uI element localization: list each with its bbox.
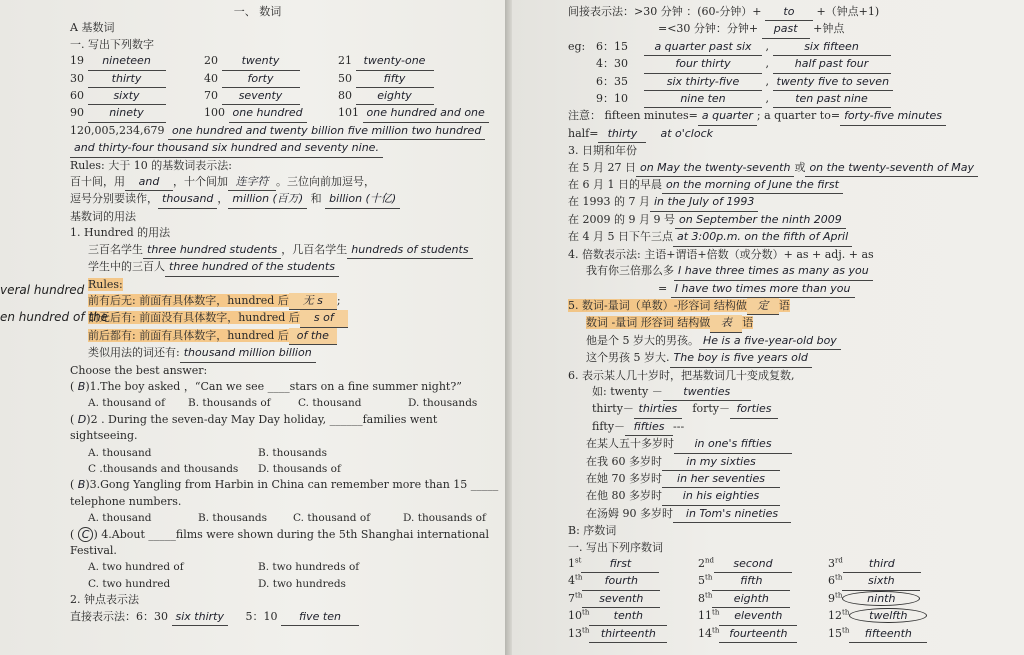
handwritten-answer: twenty five to seven [773,74,894,91]
prompt: 在她 70 多岁时 [586,471,662,485]
prompt: 5：10 [245,609,278,623]
number-grid [70,53,495,123]
prompt: 在 2009 的 9 月 9 号 [568,212,675,226]
option: A. thousand of [88,397,166,410]
ordinal-item [698,573,828,590]
handwritten-answer: He is a five-year-old boy [699,333,841,350]
options [70,510,495,526]
ordinal-item [568,573,698,590]
age-row [568,506,984,523]
handwritten-answer: forty-five minutes [840,108,946,125]
ordinal-suffix: th [835,573,843,582]
prompt: 这个男孩 5 岁大. [586,351,670,365]
prompt: 在 4 月 5 日下午三点 [568,230,673,244]
handwritten-answer: ten past nine [773,91,891,108]
handwritten-answer: ninth [842,591,920,606]
ordinal-item [568,556,698,573]
handwritten-answer: at 3:00p.m. on the fifth of April [673,229,852,246]
ordinal-number: 15 [828,626,842,640]
handwritten-answer: fifty [356,71,434,88]
time-label: 6：15 [596,39,628,53]
ordinal-suffix: th [705,573,713,582]
ordinal-item [828,608,958,625]
rule-text: 前无后有: 前面没有具体数字，hundred 后 [88,311,300,325]
ordinal-number: 12 [828,609,842,623]
prompt: 他是个 5 岁大的男孩。 [586,333,699,347]
handwritten-answer: billion (十亿) [325,191,400,208]
handwritten-answer: thirties [634,401,682,418]
ordinal-item [568,608,698,625]
example-row: eg: 6：15 a quarter past six , six fifteen [568,39,984,56]
example-rows [568,39,984,109]
handwritten-answer: third [843,556,921,573]
option: B. thousands [258,446,327,459]
handwritten-answer: a quarter past six [644,39,762,56]
number-item [338,71,498,88]
option: C .thousands and thousands [88,462,239,475]
number-item [338,105,498,122]
left-page: 一、 数词 A 基数词 一. 写出下列数字 19 nineteen 20 twenty 21 twenty-one 30 thirty 40 forty 50 fifty 60 sixty 70 seventy 80 eighty 90 ninety 100 one hundred 101 one hundred and one 120,005,234,679 one hundred and twenty billion five million two hundred and thirty-four thousand six hundred and seventy nine. Rules: 大于 10 的基数词表示法: 百十间，用 and ，十个间加 连字符 。三位向前加逗号， 逗号分别要读作， thousand ， million (百万) 和 billion (十亿) 基数词的用法 1. Hundred 的用法 三百名学生 three hundred students ，几百名学生 hundreds of students 学生中的三百人 three hundred of the students Rules: 前有后无: 前面有具体数字，hundred 后 无 s ; 前无后有: 前面没有具体数字，hundred 后 s of 前后都有: 前面有具体数字，hundred 后 of the 类似用法的词还有: thousand million billion Choose the best answer: ( B)1.The boy asked ，“Can we see ____stars on a fine summer night?” A. thousand of B. thousands of C. thousand D. thousands ( D)2 . During the seven-day May Day holiday, ______families went sightseeing. A. thousand B. thousands C .thousands and thousands D. thousands of ( B)3.Gong Yangling from Harbin in China can remember more than 15 _____ telephone numbers. A. thousand B. thousands C. thousand of D. thousands of ( C ) 4.About _____films were shown during the 5th Shanghai international Festival. A. two hundred of B. two hundreds of C. two hundred D. two hundreds 2. 钟点表示法 直接表示法：6：30 six thirty 5：10 five ten [0,0,505,655]
handwritten-answer: twenties [663,384,751,401]
handwritten-answer: in the July of 1993 [650,194,758,211]
margin-note: en hundred of the [0,310,109,324]
age-row [568,471,984,488]
question: )2 . During the seven-day May Day holiday, ______families went [86,412,438,426]
ordinal-suffix: th [842,608,850,617]
prompt: thirty－ [592,402,634,416]
handwritten-note: at o'clock [660,126,714,140]
right-page [512,0,1024,655]
handwritten-answer: three hundred of the students [165,259,339,276]
prompt: =<30 分钟：分钟+ [658,22,759,36]
time-label: 6：35 [596,74,628,88]
handwritten-answer: twenty [222,53,300,70]
handwritten-answer: eleventh [719,608,797,625]
heading: 4. 倍数表示法: 主语+谓语+倍数（或分数）+ as + adj. + as [568,247,874,261]
handwritten-answer: three hundred students [143,242,281,259]
ordinal-item [828,556,958,573]
handwritten-answer: in his eighties [662,488,780,505]
number-label: 20 [204,54,218,68]
handwritten-answer: twelfth [849,608,927,623]
big-number: 120,005,234,679 [70,123,165,137]
rule-text: 和 [310,192,322,206]
prompt: +（钟点+1) [816,5,880,18]
handwritten-answer: The boy is five years old [670,350,812,367]
ordinal-suffix: th [582,608,590,617]
handwritten-answer: nineteen [88,53,166,70]
ordinal-suffix: th [842,625,850,634]
margin-note: veral hundred [0,283,85,297]
number-item [338,88,498,105]
prompt: ，几百名学生 [281,242,348,256]
ordinal-item [568,626,698,643]
number-label: 70 [204,89,218,103]
section-title: 一、 数词 [233,5,282,18]
handwritten-answer: and [125,174,173,191]
heading: A 基数词 [70,21,115,35]
ordinal-suffix: th [835,591,843,600]
prompt: 如: twenty － [592,384,663,398]
handwritten-answer: a quarter [698,108,757,125]
rule-text: 。三位向前加逗号， [276,175,375,189]
prompt: 在 5 月 27 日 [568,160,636,174]
option: B. two hundreds of [258,561,360,574]
example-label: eg: [568,39,586,53]
heading: 2. 钟点表示法 [70,593,139,607]
handwritten-answer: thirty [88,71,166,88]
handwritten-answer: five ten [281,609,359,626]
handwritten-answer: half past four [773,56,891,73]
age-row [568,454,984,471]
handwritten-answer: one hundred and one [363,105,489,122]
options [70,395,495,411]
handwritten-answer: 连字符 [228,174,276,191]
prompt: = [658,281,668,295]
heading: 语 [778,298,790,312]
ordinal-suffix: th [712,608,720,617]
number-item [204,53,338,70]
option: B. thousands [198,512,267,525]
prompt: 在他 80 多岁时 [586,489,662,503]
example-row: 9：10 nine ten , ten past nine [568,91,984,108]
time-label: 9：10 [596,92,628,106]
ordinal-item [698,626,828,643]
handwritten-answer: and thirty-four thousand six hundred and seventy nine. [70,140,383,157]
number-label: 21 [338,54,352,68]
number-label: 100 [204,106,225,120]
heading: 一. 写出下列序数词 [568,540,663,554]
ordinal-suffix: th [582,625,590,634]
number-item [204,88,338,105]
question-cont: sightseeing. [70,429,138,443]
handwritten-answer: one hundred [229,105,307,122]
option: C. thousand of [293,512,371,525]
answer-mark: D [77,412,87,426]
question: )1.The boy asked ，“Can we see ____stars on a fine summer night?” [85,379,462,393]
number-item [204,71,338,88]
option: D. two hundreds [258,577,346,590]
prompt: 类似用法的词还有: [88,346,180,360]
ordinal-item [828,591,958,608]
number-label: 50 [338,71,352,85]
options [70,559,495,592]
option: A. thousand [88,446,152,459]
example-row: 4：30 four thirty , half past four [568,56,984,73]
prompt: 直接表示法：6：30 [70,609,168,623]
question: ) 4.About _____films were shown during the 5th Shanghai international [93,527,489,541]
handwritten-answer: thirteenth [589,626,667,643]
rule-text: ， [217,192,229,206]
handwritten-answer: 定 [747,298,779,315]
number-label: 80 [338,89,352,103]
ordinal-item [828,573,958,590]
example-row: 6：35 six thirty-five , twenty five to seven [568,74,984,91]
age-row [568,436,984,453]
handwritten-answer: sixth [842,573,920,590]
heading: 1. Hundred 的用法 [70,226,171,240]
handwritten-answer: thousand [158,191,217,208]
handwritten-answer: seventy [222,88,300,105]
ordinal-number: 1 [568,557,575,570]
number-label: 40 [204,71,218,85]
heading: 6. 表示某人几十岁时，把基数词几十变成复数, [568,368,795,382]
handwritten-answer: forties [730,401,778,418]
ordinal-suffix: th [575,591,583,600]
option: C. thousand [298,397,362,410]
question-cont: telephone numbers. [70,494,182,508]
option: D. thousands of [403,512,486,525]
answer-mark: B [77,478,86,492]
option: D. thousands of [258,462,341,475]
option: D. thousands [408,397,478,410]
question-cont: Festival. [70,544,117,557]
rules-label: Rules: [88,277,123,291]
rule-text: 百十间，用 [70,175,125,189]
handwritten-answer: in my sixties [662,454,780,471]
prompt: 三百名学生 [88,242,143,256]
question: )3.Gong Yangling from Harbin in China can remember more than 15 _____ [85,478,499,492]
ordinal-number: 13 [568,626,582,640]
ordinal-number: 8 [698,591,705,605]
handwritten-answer: fifties [625,419,673,436]
handwritten-answer: fifth [712,573,790,590]
handwritten-answer: second [714,556,792,573]
prompt: 我有你三倍那么多 [586,264,674,278]
heading: 5. 数词-量词（单数）-形容词 结构做 [568,298,747,312]
handwritten-answer: tenth [589,608,667,625]
handwritten-answer: thirty [598,126,646,143]
heading: 基数词的用法 [70,209,136,223]
number-label: 60 [70,89,84,103]
rules-text: Rules: 大于 10 的基数词表示法: [70,158,232,172]
handwritten-answer: 无 s [289,293,337,310]
option: C. two hundred [88,577,171,590]
handwritten-answer: forty [222,71,300,88]
handwritten-answer: hundreds of students [347,242,472,259]
ordinal-number: 5 [698,574,705,588]
number-item [70,71,204,88]
handwritten-answer: I have three times as many as you [674,263,873,280]
handwritten-answer: eighth [712,591,790,608]
handwritten-answer: six thirty-five [644,74,762,91]
ordinal-item [698,556,828,573]
ordinal-number: 14 [698,626,712,640]
ordinal-suffix: th [575,573,583,582]
rule-text: 前有后无: 前面有具体数字，hundred 后 [88,293,289,307]
handwritten-answer: s of [300,310,348,327]
ordinal-number: 10 [568,609,582,623]
handwritten-answer: I have two times more than you [671,281,855,298]
ordinal-number: 11 [698,609,712,623]
handwritten-answer: 表 [710,315,742,332]
handwritten-answer: of the [289,328,337,345]
ordinal-item [568,591,698,608]
handwritten-answer: fifteenth [849,626,927,643]
ordinal-number: 6 [828,574,835,588]
book-gutter [505,0,512,655]
ordinal-number: 9 [828,591,835,605]
ordinal-item [698,591,828,608]
handwritten-answer: on September the ninth 2009 [675,212,846,229]
prompt: 注意： fifteen minutes= [568,109,698,123]
number-item [204,105,338,122]
handwritten-answer: seventh [582,591,660,608]
ordinal-suffix: nd [705,556,714,565]
prompt: 在 1993 的 7 月 [568,195,650,209]
options [70,445,495,478]
age-rows [568,436,984,523]
handwritten-answer: million (百万) [228,191,307,208]
handwritten-answer: four thirty [644,56,762,73]
ordinal-grid [568,556,984,643]
ordinal-number: 2 [698,557,705,570]
ordinal-suffix: th [705,591,713,600]
handwritten-answer: twenty-one [356,53,434,70]
number-label: 30 [70,71,84,85]
heading: 数词 -量词 形容词 结构做 [586,316,711,330]
ordinal-item [698,608,828,625]
option: B. thousands of [188,397,271,410]
number-item [70,105,204,122]
handwritten-answer: sixty [88,88,166,105]
time-label: 4：30 [596,57,628,71]
prompt: 在我 60 多岁时 [586,454,662,468]
option: A. two hundred of [88,561,184,574]
handwritten-answer: on the twenty-seventh of May [805,160,978,177]
prompt: forty－ [692,402,731,416]
handwritten-answer: one hundred and twenty billion five million two hundred [168,123,485,140]
ordinal-suffix: th [712,625,720,634]
ordinal-suffix: rd [835,556,843,565]
ordinal-item [828,626,958,643]
handwritten-answer: past [762,21,810,38]
handwritten-answer: in Tom's nineties [673,506,791,523]
prompt: 在汤姆 90 多岁时 [586,506,673,520]
prompt: ; a quarter to= [756,109,841,123]
handwritten-answer: fourteenth [719,626,797,643]
prompt: 在某人五十多岁时 [586,437,674,451]
option: A. thousand [88,512,152,525]
prompt: 学生中的三百人 [88,260,165,274]
prompt: 在 6 月 1 日的早晨 [568,178,662,192]
answer-mark: C [78,527,94,542]
number-item [338,53,498,70]
heading: 一. 写出下列数字 [70,37,154,51]
handwritten-answer: eighty [356,88,434,105]
handwritten-answer: on May the twenty-seventh [636,160,794,177]
prompt: +钟点 [813,22,845,36]
handwritten-answer: ninety [88,105,166,122]
number-label: 101 [338,106,359,120]
handwritten-answer: in her seventies [662,471,780,488]
prompt: 间接表示法：>30 分钟 ：(60-分钟）+ [568,5,762,18]
age-row [568,488,984,505]
ordinal-suffix: st [575,556,582,565]
heading: 语 [742,316,754,330]
handwritten-answer: to [765,4,813,21]
ordinal-number: 4 [568,574,575,588]
heading: 3. 日期和年份 [568,144,637,158]
handwritten-answer: six thirty [172,609,228,626]
heading: B: 序数词 [568,524,617,538]
handwritten-answer: in one's fifties [674,436,792,453]
number-label: 19 [70,54,84,68]
prompt: half= [568,126,599,140]
ordinal-number: 3 [828,557,835,570]
number-item [70,88,204,105]
ordinal-number: 7 [568,591,575,605]
instruction: Choose the best answer: [70,363,208,377]
answer-mark: B [77,379,86,393]
handwritten-answer: thousand million billion [180,345,316,362]
number-label: 90 [70,106,84,120]
handwritten-answer: on the morning of June the first [662,177,843,194]
prompt: --- [673,419,685,433]
handwritten-answer: nine ten [644,91,762,108]
prompt: 或 [794,160,806,174]
rule-text: 逗号分别要读作， [70,192,158,206]
handwritten-answer: six fifteen [773,39,891,56]
rule-text: ，十个间加 [173,175,228,189]
handwritten-answer: fourth [582,573,660,590]
number-item [70,53,204,70]
prompt: fifty－ [592,419,626,433]
handwritten-answer: first [581,556,659,573]
rule-text: 前后都有: 前面有具体数字，hundred 后 [88,328,289,342]
